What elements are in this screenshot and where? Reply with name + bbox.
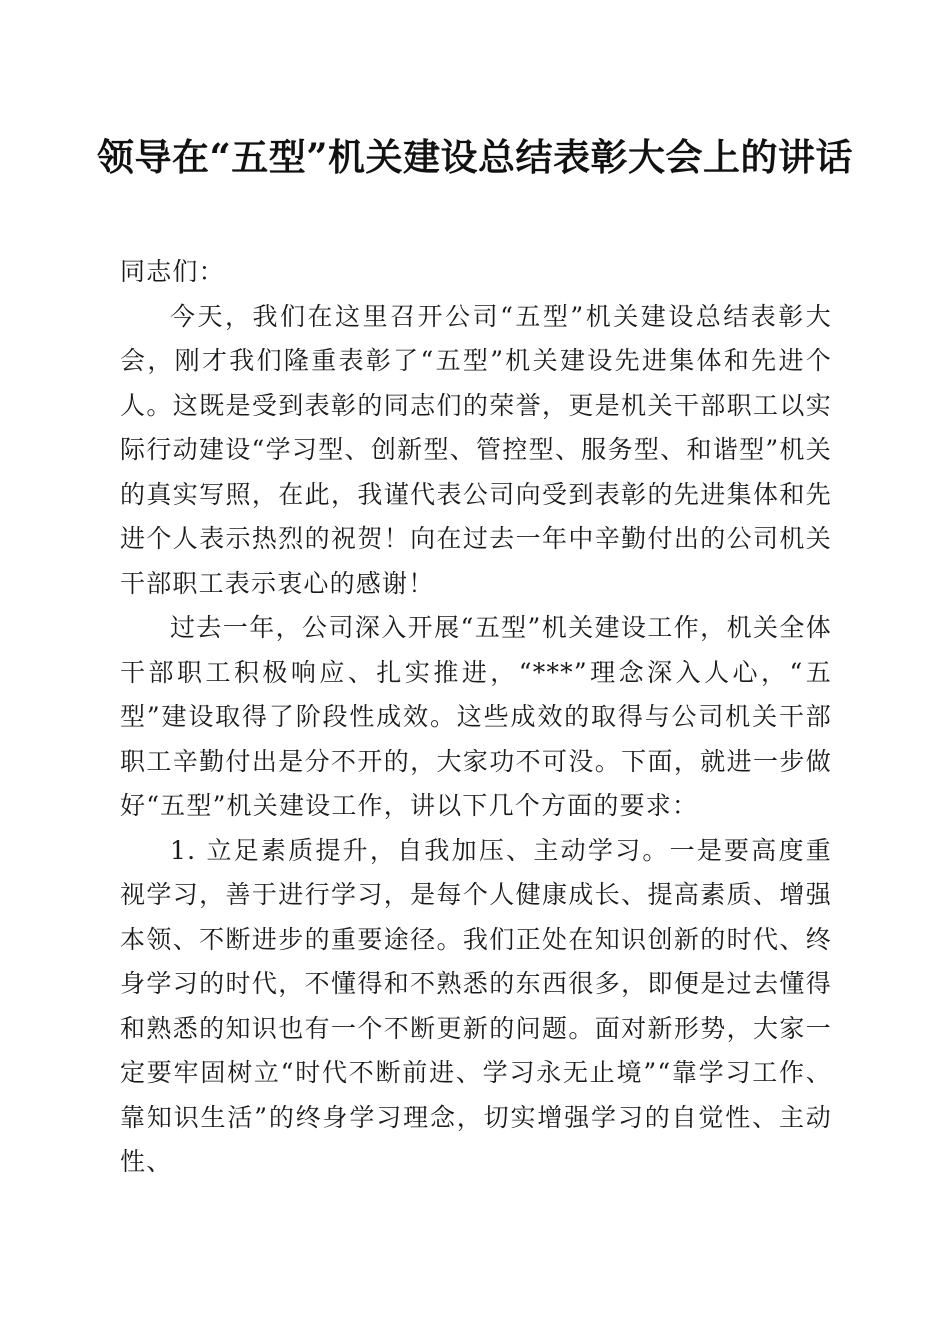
salutation: 同志们：	[120, 257, 225, 286]
paragraph-3: 1. 立足素质提升，自我加压、主动学习。一是要高度重视学习，善于进行学习，是每个人健康成长、提高素质、增强本领、不断进步的重要途径。我们正处在知识创新的时代、终身学习的时代，不懂得和不熟悉的东西很多，即便是过去懂得和熟悉的知识也有一个不断更新的问题。面对新形势，大家一定要牢固树立“时代不断前进、学习永无止境”“靠学习工作、靠知识生活”的终身学习理念，切实增强学习的自觉性、主动性、	[120, 835, 832, 1176]
document-title: 领导在“五型”机关建设总结表彰大会上的讲话	[96, 135, 854, 179]
document-body	[120, 250, 832, 1185]
paragraph-1: 今天，我们在这里召开公司“五型”机关建设总结表彰大会，刚才我们隆重表彰了“五型”机关建设先进集体和先进个人。这既是受到表彰的同志们的荣誉，更是机关干部职工以实际行动建设“学习型、创新型、管控型、服务型、和谐型”机关的真实写照，在此，我谨代表公司向受到表彰的先进集体和先进个人表示热烈的祝贺！向在过去一年中辛勤付出的公司机关干部职工表示衷心的感谢！	[120, 301, 832, 598]
paragraph-2: 过去一年，公司深入开展“五型”机关建设工作，机关全体干部职工积极响应、扎实推进，“***”理念深入人心，“五型”建设取得了阶段性成效。这些成效的取得与公司机关干部职工辛勤付出是分不开的，大家功不可没。下面，就进一步做好“五型”机关建设工作，讲以下几个方面的要求：	[120, 613, 832, 820]
